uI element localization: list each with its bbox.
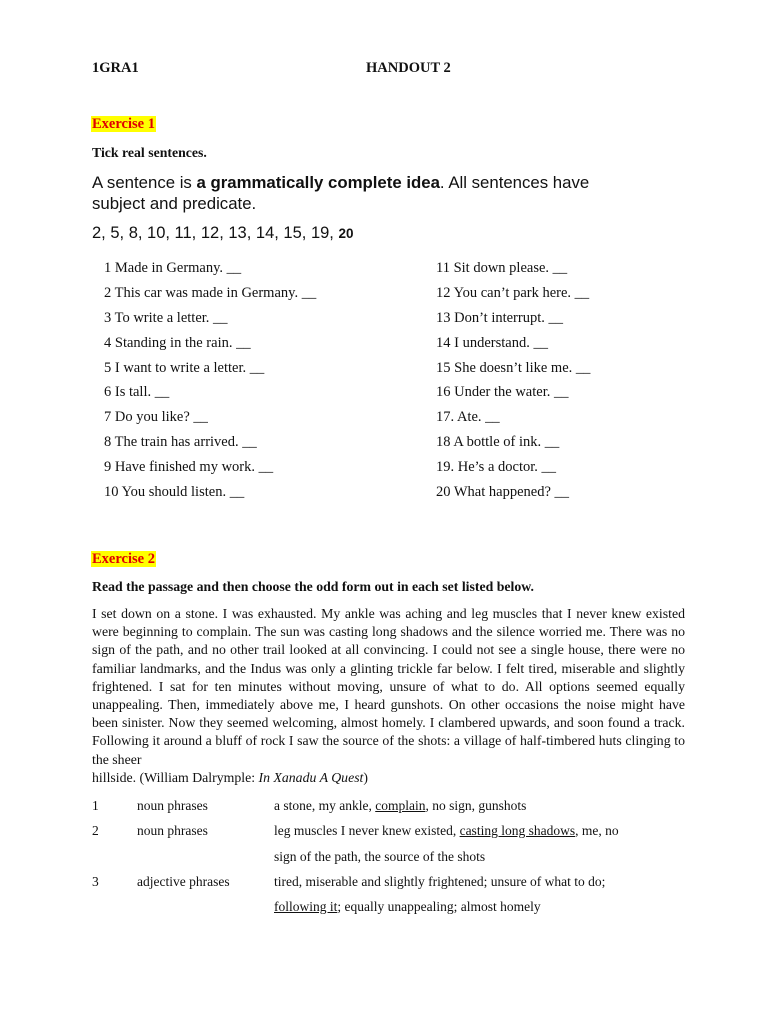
list-item: 5 I want to write a letter. __ bbox=[104, 359, 265, 376]
row-items-continued: sign of the path, the source of the shots bbox=[274, 849, 486, 864]
list-item: 19. He’s a doctor. __ bbox=[436, 459, 557, 476]
row-type: adjective phrases bbox=[137, 874, 230, 889]
row-items-continued: following it; equally unappealing; almost homely bbox=[274, 899, 541, 914]
list-item: 18 A bottle of ink. __ bbox=[436, 434, 560, 451]
row-items: a stone, my ankle, complain, no sign, gunshots bbox=[274, 798, 527, 813]
row-items: tired, miserable and slightly frightened; unsure of what to do; bbox=[274, 874, 606, 889]
list-item: 11 Sit down please. __ bbox=[436, 260, 568, 276]
list-item: 10 You should listen. __ bbox=[104, 484, 245, 501]
row-type: noun phrases bbox=[137, 798, 208, 813]
exercise-list-left bbox=[104, 260, 404, 509]
list-item: 12 You can’t park here. __ bbox=[436, 284, 590, 301]
list-item: 20 What happened? __ bbox=[436, 484, 570, 501]
list-item: 17. Ate. __ bbox=[436, 409, 500, 426]
reading-passage bbox=[92, 605, 685, 787]
list-item: 14 I understand. __ bbox=[436, 334, 548, 351]
row-number: 2 bbox=[92, 823, 99, 838]
exercise-list-right bbox=[436, 260, 696, 509]
list-item: 2 This car was made in Germany. __ bbox=[104, 284, 317, 301]
list-item: 9 Have finished my work. __ bbox=[104, 459, 274, 476]
list-item: 15 She doesn’t like me. __ bbox=[436, 359, 591, 376]
list-item: 3 To write a letter. __ bbox=[104, 309, 228, 326]
row-number: 1 bbox=[92, 798, 99, 813]
sentence-definition-line2: subject and predicate. bbox=[92, 194, 257, 213]
row-type: noun phrases bbox=[137, 823, 208, 838]
course-code: 1GRA1 bbox=[92, 60, 139, 76]
list-item: 4 Standing in the rain. __ bbox=[104, 334, 251, 351]
list-item: 1 Made in Germany. __ bbox=[104, 260, 242, 276]
exercise1-label: Exercise 1 bbox=[92, 116, 155, 132]
passage-body: I set down on a stone. I was exhausted. My ankle was aching and leg muscles that I never knew existed were beginning to complain. The sun was casting long shadows and the silence worried me. There was no sign of the path, and no other trail looked at all convincing. I could not see a single house, there were no familiar landmarks, and the Indus was only a glinting trickle far below. I felt tired, miserable and slightly frightened. I sat for ten minutes without moving, unsure of what to do. All options seemed equally unappealing. Then, immediately above me, I heard gunshots. On other occasions the noise might have been sinister. Now they seemed welcoming, almost homely. I clambered upwards, and soon found a track. Following it around a bluff of rock I saw the source of the shots: a village of half-timbered huts clinging to the sheer bbox=[92, 606, 685, 767]
list-item: 8 The train has arrived. __ bbox=[104, 434, 257, 451]
row-number: 3 bbox=[92, 874, 99, 889]
answer-key: 2, 5, 8, 10, 11, 12, 13, 14, 15, 19, 20 bbox=[92, 224, 354, 242]
sentence-definition: A sentence is a grammatically complete idea. All sentences have bbox=[92, 173, 590, 192]
handout-title: HANDOUT 2 bbox=[366, 60, 451, 76]
exercise2-instruction: Read the passage and then choose the odd form out in each set listed below. bbox=[92, 579, 534, 594]
exercise1-instruction: Tick real sentences. bbox=[92, 145, 207, 160]
list-item: 13 Don’t interrupt. __ bbox=[436, 309, 563, 326]
exercise2-label: Exercise 2 bbox=[92, 551, 155, 567]
list-item: 16 Under the water. __ bbox=[436, 384, 569, 401]
passage-citation: hillside. (William Dalrymple: In Xanadu A Quest) bbox=[92, 769, 369, 785]
list-item: 6 Is tall. __ bbox=[104, 384, 170, 401]
list-item: 7 Do you like? __ bbox=[104, 409, 208, 426]
row-items: leg muscles I never knew existed, casting long shadows, me, no bbox=[274, 823, 619, 838]
